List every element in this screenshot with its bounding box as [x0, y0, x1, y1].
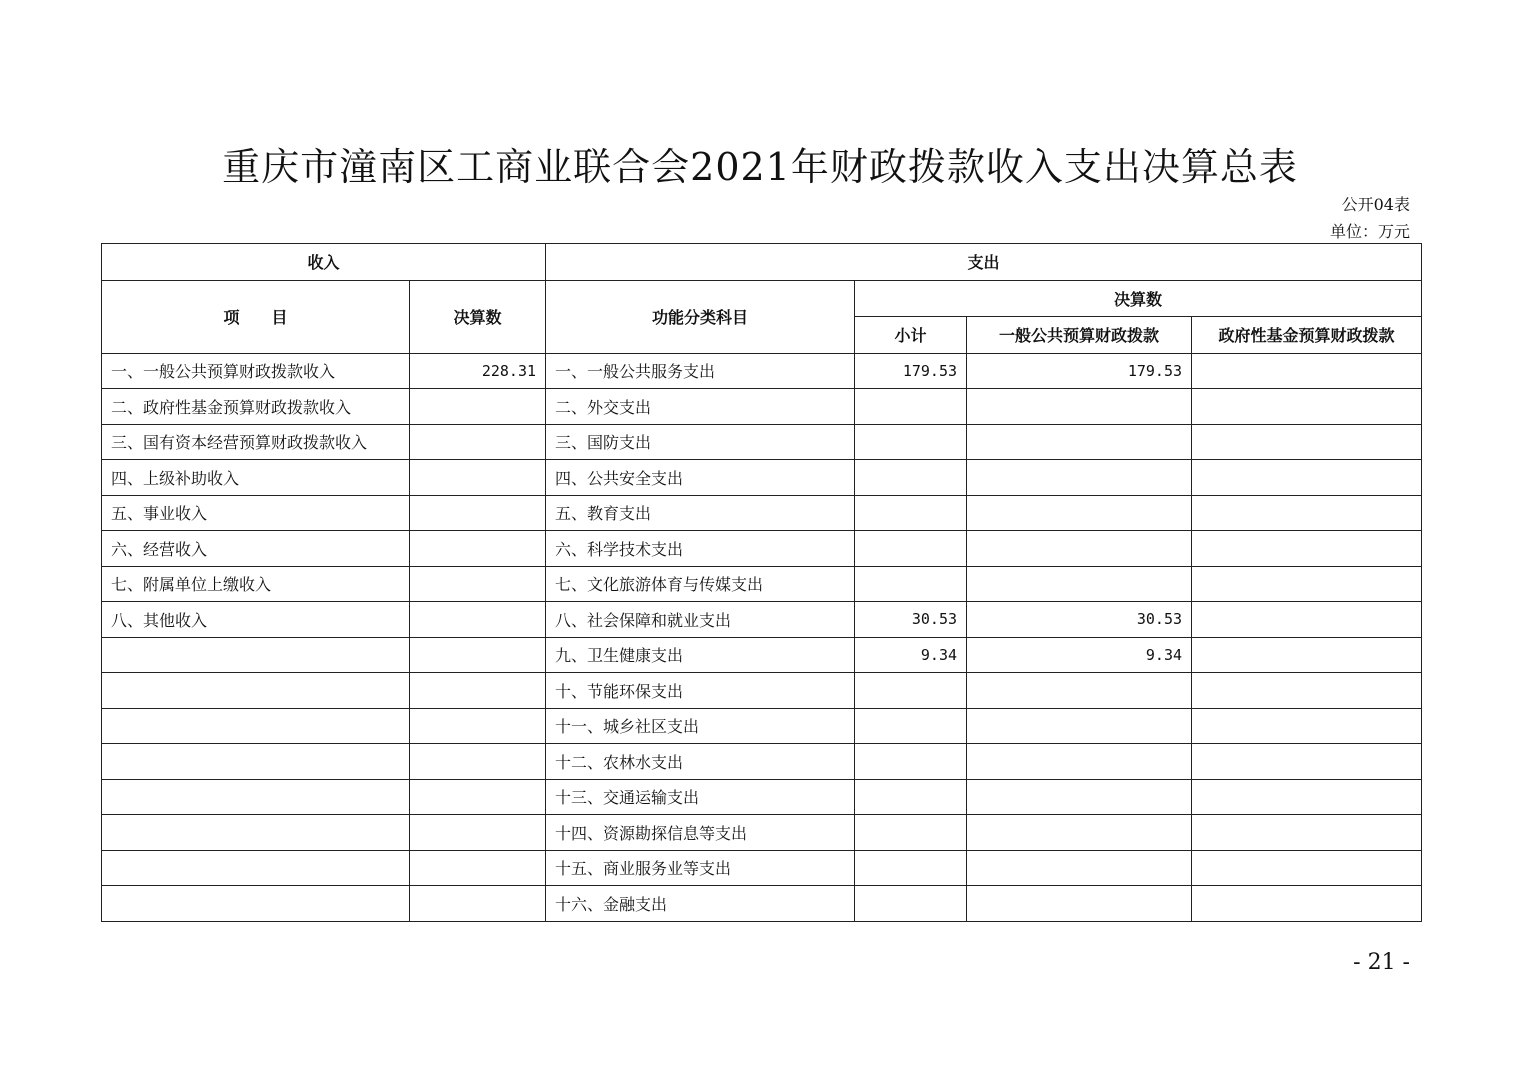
expense-gov-fund-budget: [1192, 886, 1422, 922]
expense-item: 三、国防支出: [546, 424, 855, 460]
table-row: [102, 353, 1422, 389]
expense-gov-fund-budget: [1192, 779, 1422, 815]
table-row: [102, 495, 1422, 531]
income-amount: [410, 460, 546, 496]
expense-general-budget: [967, 389, 1192, 425]
income-amount: [410, 886, 546, 922]
expense-general-budget: 30.53: [967, 602, 1192, 638]
expense-subtotal: [855, 744, 967, 780]
expense-gov-fund-budget: [1192, 389, 1422, 425]
expense-general-budget: 9.34: [967, 637, 1192, 673]
income-amount: [410, 531, 546, 567]
income-amount: [410, 602, 546, 638]
expense-subtotal: [855, 850, 967, 886]
expense-general-budget: [967, 886, 1192, 922]
income-item: 一、一般公共预算财政拨款收入: [102, 353, 410, 389]
income-amount: [410, 744, 546, 780]
expense-general-budget: [967, 779, 1192, 815]
page-number: - 21 -: [1353, 950, 1410, 975]
table-row: [102, 708, 1422, 744]
expense-general-budget: [967, 566, 1192, 602]
expense-gov-fund-budget: [1192, 424, 1422, 460]
expense-item: 十四、资源勘探信息等支出: [546, 815, 855, 851]
expense-header: 支出: [546, 244, 1422, 281]
expense-gov-fund-budget: [1192, 815, 1422, 851]
income-amount: [410, 815, 546, 851]
income-amount: [410, 673, 546, 709]
subtotal-header: 小计: [855, 317, 967, 354]
income-item: [102, 779, 410, 815]
expense-subtotal: 9.34: [855, 637, 967, 673]
table-row: [102, 424, 1422, 460]
income-amount: [410, 389, 546, 425]
item-header: 项 目: [102, 280, 410, 353]
income-amount: 228.31: [410, 353, 546, 389]
income-item: [102, 673, 410, 709]
expense-general-budget: [967, 708, 1192, 744]
expense-subtotal: [855, 531, 967, 567]
table-row: [102, 460, 1422, 496]
expense-item: 八、社会保障和就业支出: [546, 602, 855, 638]
expense-item: 二、外交支出: [546, 389, 855, 425]
table-row: [102, 531, 1422, 567]
expense-item: 十一、城乡社区支出: [546, 708, 855, 744]
expense-general-budget: 179.53: [967, 353, 1192, 389]
table-row: [102, 673, 1422, 709]
expense-general-budget: [967, 815, 1192, 851]
expense-subtotal: [855, 708, 967, 744]
expense-subtotal: [855, 815, 967, 851]
income-item: [102, 850, 410, 886]
table-row: [102, 744, 1422, 780]
final-amount-group-header: 决算数: [855, 280, 1422, 317]
expense-gov-fund-budget: [1192, 460, 1422, 496]
income-item: [102, 744, 410, 780]
expense-gov-fund-budget: [1192, 353, 1422, 389]
gov-fund-budget-header: 政府性基金预算财政拨款: [1192, 317, 1422, 354]
expense-subtotal: [855, 566, 967, 602]
expense-item: 十五、商业服务业等支出: [546, 850, 855, 886]
table-row: [102, 602, 1422, 638]
expense-item: 十三、交通运输支出: [546, 779, 855, 815]
expense-gov-fund-budget: [1192, 495, 1422, 531]
income-item: 六、经营收入: [102, 531, 410, 567]
income-amount: [410, 779, 546, 815]
income-amount: [410, 566, 546, 602]
expense-gov-fund-budget: [1192, 602, 1422, 638]
expense-general-budget: [967, 850, 1192, 886]
final-amount-header: 决算数: [410, 280, 546, 353]
expense-item: 四、公共安全支出: [546, 460, 855, 496]
income-header: 收入: [102, 244, 546, 281]
income-item: 七、附属单位上缴收入: [102, 566, 410, 602]
expense-general-budget: [967, 531, 1192, 567]
expense-item: 十、节能环保支出: [546, 673, 855, 709]
income-item: [102, 708, 410, 744]
expense-gov-fund-budget: [1192, 850, 1422, 886]
income-item: 二、政府性基金预算财政拨款收入: [102, 389, 410, 425]
income-item: 四、上级补助收入: [102, 460, 410, 496]
expense-item: 七、文化旅游体育与传媒支出: [546, 566, 855, 602]
expense-general-budget: [967, 460, 1192, 496]
table-code: 公开04表: [1341, 195, 1410, 214]
table-row: [102, 389, 1422, 425]
expense-subtotal: [855, 673, 967, 709]
expense-subtotal: [855, 424, 967, 460]
expense-item: 十二、农林水支出: [546, 744, 855, 780]
expense-gov-fund-budget: [1192, 673, 1422, 709]
expense-subtotal: [855, 779, 967, 815]
expense-item: 一、一般公共服务支出: [546, 353, 855, 389]
expense-gov-fund-budget: [1192, 744, 1422, 780]
unit-label: 单位：万元: [1329, 222, 1410, 241]
expense-general-budget: [967, 495, 1192, 531]
expense-item: 六、科学技术支出: [546, 531, 855, 567]
expense-subtotal: [855, 460, 967, 496]
expense-gov-fund-budget: [1192, 566, 1422, 602]
income-item: [102, 815, 410, 851]
income-item: [102, 886, 410, 922]
income-amount: [410, 424, 546, 460]
table-row: [102, 886, 1422, 922]
expense-subtotal: [855, 495, 967, 531]
income-amount: [410, 850, 546, 886]
page-title: 重庆市潼南区工商业联合会2021年财政拨款收入支出决算总表: [222, 145, 1298, 189]
income-amount: [410, 495, 546, 531]
table-row: [102, 815, 1422, 851]
expense-general-budget: [967, 424, 1192, 460]
expense-general-budget: [967, 744, 1192, 780]
income-amount: [410, 708, 546, 744]
expense-item: 十六、金融支出: [546, 886, 855, 922]
expense-subtotal: [855, 389, 967, 425]
expense-subtotal: [855, 886, 967, 922]
table-row: [102, 779, 1422, 815]
expense-item: 五、教育支出: [546, 495, 855, 531]
function-category-header: 功能分类科目: [546, 280, 855, 353]
expense-gov-fund-budget: [1192, 708, 1422, 744]
income-item: [102, 637, 410, 673]
income-item: 八、其他收入: [102, 602, 410, 638]
expense-item: 九、卫生健康支出: [546, 637, 855, 673]
expense-gov-fund-budget: [1192, 531, 1422, 567]
general-budget-header: 一般公共预算财政拨款: [967, 317, 1192, 354]
expense-subtotal: 179.53: [855, 353, 967, 389]
income-amount: [410, 637, 546, 673]
expense-subtotal: 30.53: [855, 602, 967, 638]
table-row: [102, 566, 1422, 602]
expense-gov-fund-budget: [1192, 637, 1422, 673]
table-row: [102, 637, 1422, 673]
expense-general-budget: [967, 673, 1192, 709]
table-row: [102, 850, 1422, 886]
income-item: 三、国有资本经营预算财政拨款收入: [102, 424, 410, 460]
income-item: 五、事业收入: [102, 495, 410, 531]
budget-table: [101, 243, 1422, 922]
